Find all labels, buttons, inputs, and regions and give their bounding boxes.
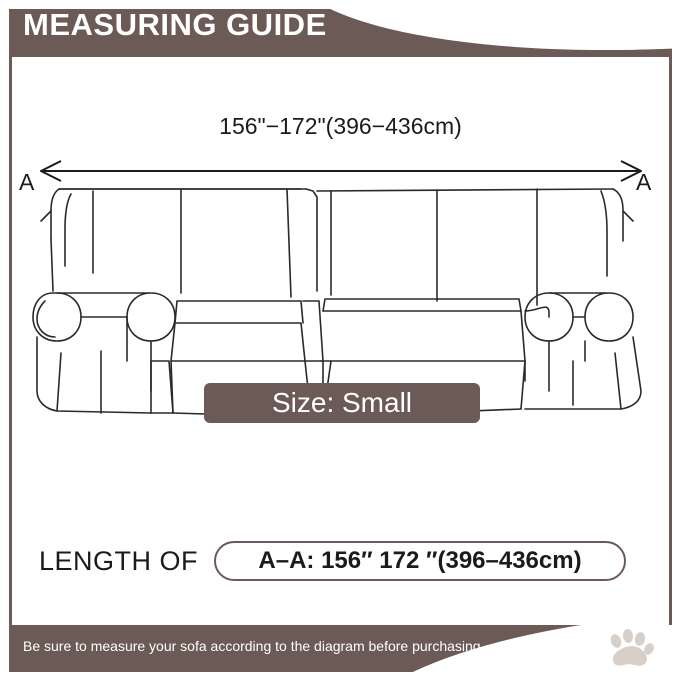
size-badge-label: Size: Small bbox=[271, 387, 413, 418]
paw-print-icon bbox=[604, 628, 656, 668]
footer-bar bbox=[9, 625, 672, 672]
top-dimension-label: 156"−172"(396−436cm) bbox=[219, 113, 462, 139]
footer-note: Be sure to measure your sofa according to the diagram before purchasing bbox=[23, 638, 481, 654]
length-value: A–A: 156″ 172 ″(396–436cm) bbox=[258, 547, 582, 574]
size-badge bbox=[204, 383, 480, 423]
page-title: MEASURING GUIDE bbox=[23, 7, 327, 42]
point-a-left-label: A bbox=[19, 169, 35, 195]
length-of-label: LENGTH OF bbox=[39, 546, 199, 576]
sectional-sofa-illustration bbox=[1, 61, 679, 421]
point-a-right-label: A bbox=[636, 169, 652, 195]
length-value-pill bbox=[214, 541, 626, 581]
